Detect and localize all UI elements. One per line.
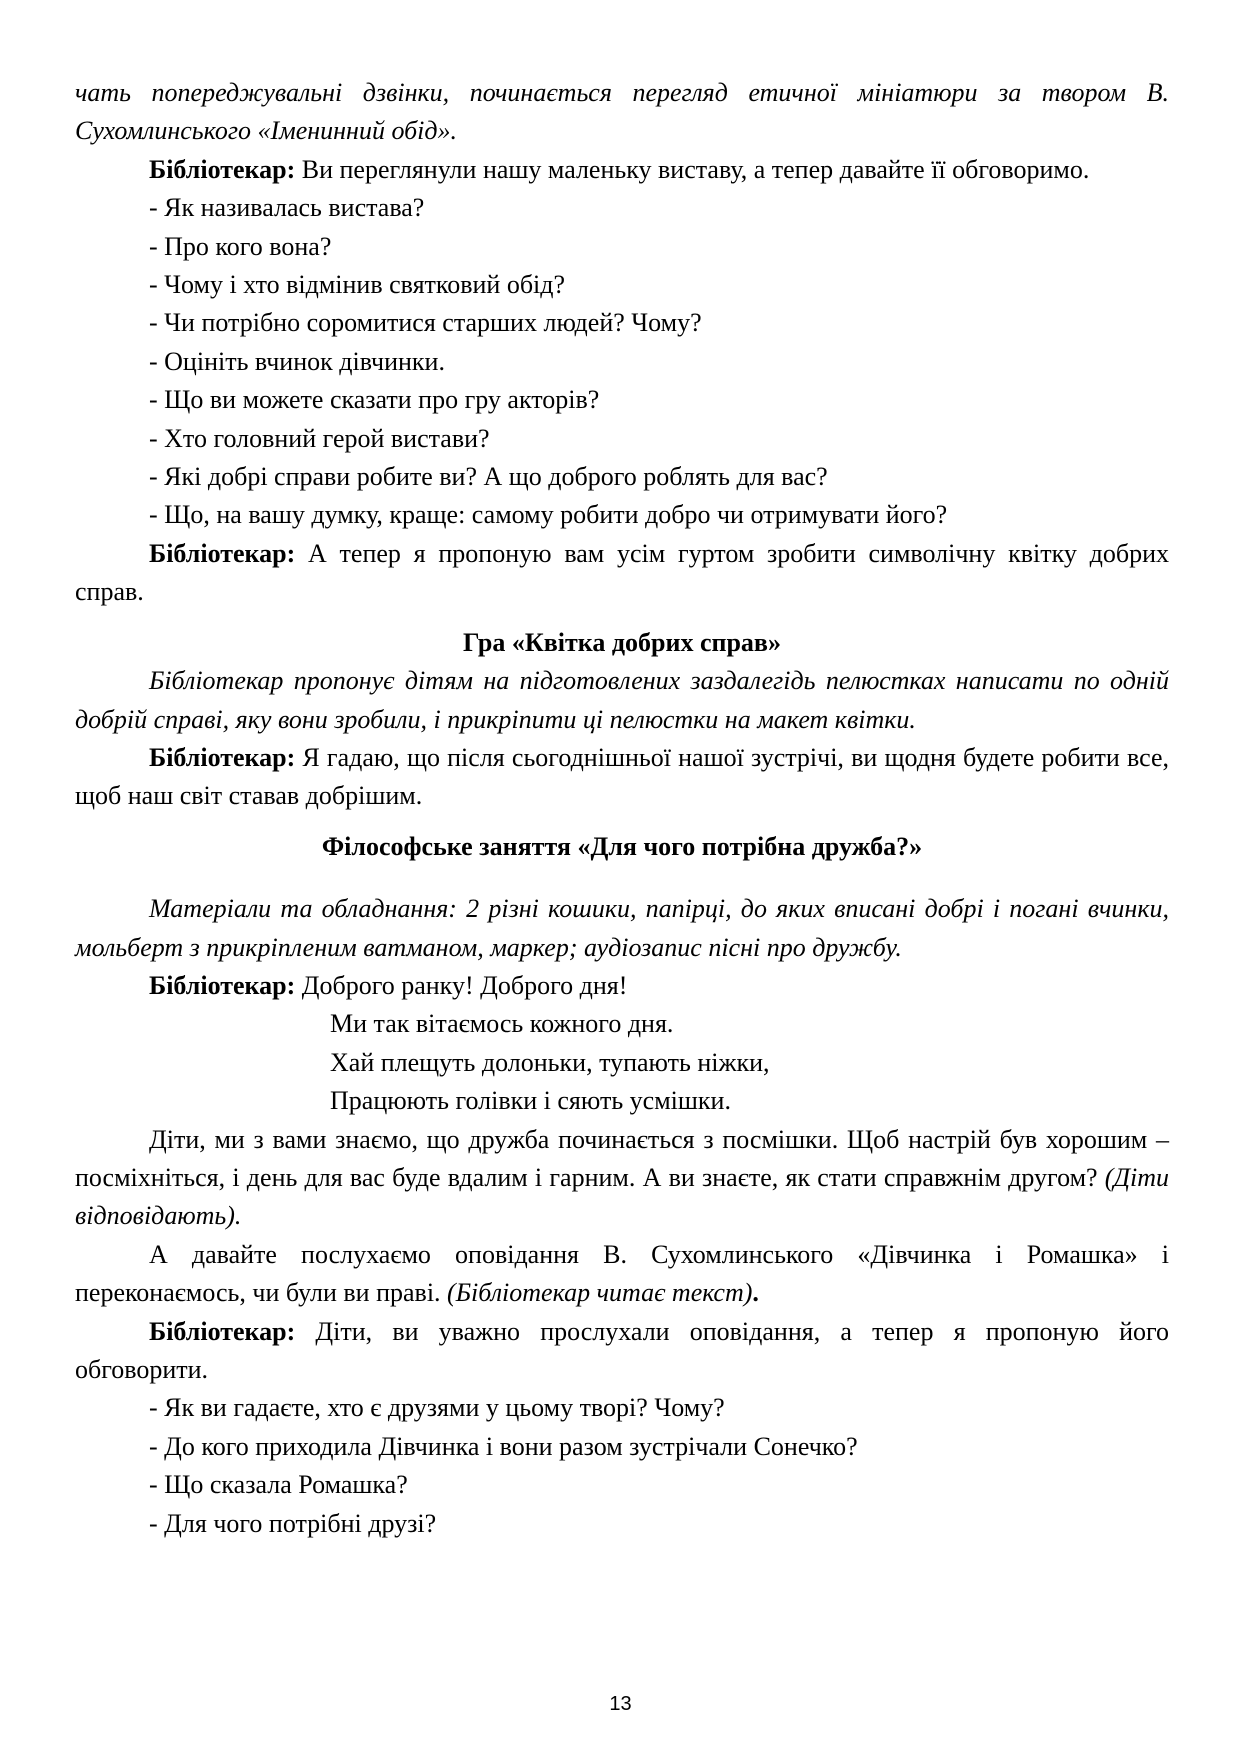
page-content (75, 74, 1169, 1543)
librarian-line: А тепер я пропоную вам усім гуртом зробити символічну квітку добрих справ. (75, 538, 1169, 607)
librarian-line: Я гадаю, що після сьогоднішньої нашої зустрічі, ви щодня будете робити все, щоб наш світ ставав добрішим. (75, 742, 1169, 811)
stage-direction-game: Бібліотекар пропонує дітям на підготовлених заздалегідь пелюстках написати по одній добрій справі, яку вони зробили, і прикріпити ці пелюстки на макет квітки. (75, 666, 1169, 734)
question-item: - Для чого потрібні друзі? (149, 1508, 437, 1538)
question-item: - Що сказала Ромашка? (149, 1470, 408, 1500)
question-item: - Оцініть вчинок дівчинки. (149, 346, 445, 376)
question-item: - Про кого вона? (149, 231, 332, 261)
speaker-label: Бібліотекар: (149, 970, 296, 1000)
paragraph-text: А давайте послухаємо оповідання В. Сухомлинського «Дівчинка і Ромашка» і переконаємось, чи були ви праві. (75, 1239, 1169, 1308)
question-item: - Як називалась вистава? (149, 193, 425, 223)
section-heading-game: Гра «Квітка добрих справ» (463, 627, 781, 657)
librarian-line: Діти, ви уважно прослухали оповідання, а тепер я пропоную його обговорити. (75, 1316, 1169, 1384)
question-item: - Як ви гадаєте, хто є друзями у цьому творі? Чому? (149, 1393, 725, 1423)
materials-paragraph: Матеріали та обладнання: 2 різні кошики, папірці, до яких вписані добрі і погані вчинки, мольберт з прикріпленим ватманом, маркер; аудіозапис пісні про дружбу. (75, 894, 1169, 962)
librarian-greeting (75, 967, 1169, 1005)
stage-direction-inline: (Бібліотекар читає текст) (447, 1278, 753, 1308)
discussion-questions-2 (75, 1389, 1169, 1543)
section-heading-philosophy: Філософське заняття «Для чого потрібна дружба?» (321, 831, 923, 861)
discussion-questions-1 (75, 189, 1169, 535)
question-item: - Чи потрібно соромитися старших людей? Чому? (149, 308, 702, 338)
greeting-verse (75, 1005, 1169, 1120)
librarian-line: Ви переглянули нашу маленьку виставу, а тепер давайте її обговоримо. (295, 154, 1090, 184)
question-item: - Що, на вашу думку, краще: самому робити добро чи отримувати його? (149, 500, 948, 530)
question-item: - Які добрі справи робите ви? А що доброго роблять для вас? (149, 462, 828, 492)
question-item: - Що ви можете сказати про гру акторів? (149, 385, 600, 415)
librarian-closing (75, 739, 1169, 816)
verse-line: Працюють голівки і сяють усмішки. (330, 1086, 731, 1116)
speaker-label: Бібліотекар: (149, 154, 296, 184)
speaker-label: Бібліотекар: (149, 1316, 296, 1346)
question-item: - Хто головний герой вистави? (149, 423, 490, 453)
paragraph-text: Діти, ми з вами знаємо, що дружба починається з посмішки. Щоб настрій був хорошим – посміхніться, і день для вас буде вдалим і гарним. А ви знаєте, як стати справжнім другом? (75, 1124, 1169, 1192)
verse-line: Ми так вітаємось кожного дня. (330, 1009, 674, 1039)
librarian-story-discussion (75, 1313, 1169, 1390)
paragraph-end: . (752, 1278, 759, 1308)
stage-direction-inline: (Діти відповідають). (75, 1162, 1169, 1231)
librarian-line: Доброго ранку! Доброго дня! (295, 970, 628, 1000)
stage-direction-intro: чать попереджувальні дзвінки, починається перегляд етичної мініатюри за твором В. Сухомлинського «Іменинний обід». (75, 78, 1169, 146)
friendship-paragraph (75, 1121, 1169, 1236)
question-item: - До кого приходила Дівчинка і вони разом зустрічали Сонечко? (149, 1431, 858, 1461)
librarian-flower-proposal (75, 535, 1169, 612)
question-item: - Чому і хто відмінив святковий обід? (149, 270, 566, 300)
speaker-label: Бібліотекар: (149, 742, 296, 772)
librarian-discussion-intro (75, 151, 1169, 189)
speaker-label: Бібліотекар: (149, 538, 296, 568)
page-number: 13 (609, 1693, 632, 1715)
verse-line: Хай плещуть долоньки, тупають ніжки, (330, 1047, 770, 1077)
story-paragraph (75, 1236, 1169, 1313)
